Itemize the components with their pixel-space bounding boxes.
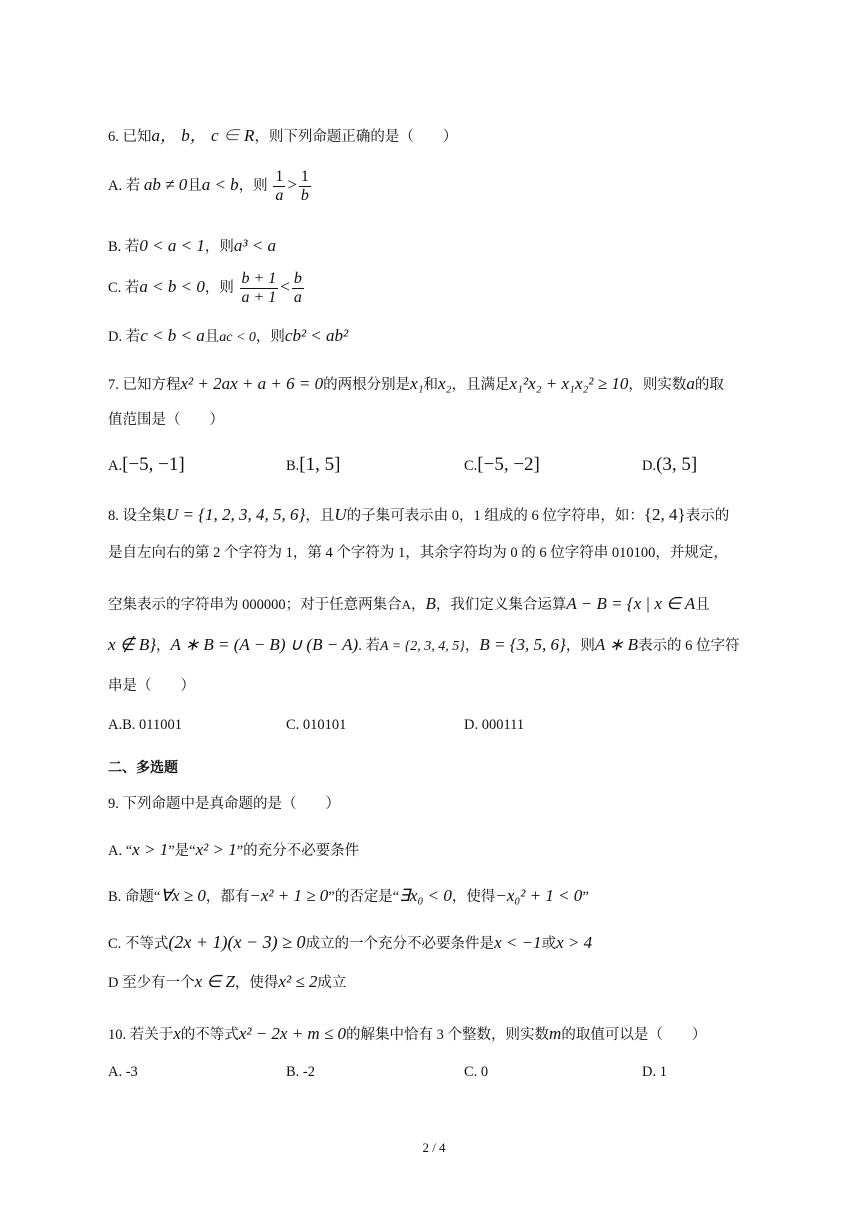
q6-option-b: [108, 236, 276, 256]
q7-var-a: a: [686, 374, 695, 393]
q7-a-val: [−5, −1]: [122, 454, 185, 475]
q9-b-pre: B. 命题“: [108, 889, 161, 905]
q6-a-label: A. 若: [108, 178, 141, 195]
q9-a-c2: x² > 1: [195, 840, 237, 859]
q9-d-pre: D 至少有一个: [108, 975, 195, 991]
q6-a-frac1: $\frac{1}{a}$: [275, 168, 284, 205]
q6-d-label: D. 若: [108, 329, 141, 345]
q8-opt-c-text: C. 010101: [286, 717, 347, 733]
q10-option-b: B. -2: [286, 1064, 315, 1080]
q6-option-d: [108, 326, 348, 347]
q6-c-then: ，则: [204, 280, 234, 297]
q6-c-frac2: $\frac{b}{a}$: [293, 270, 302, 307]
q6-a-then: ，则: [238, 178, 268, 195]
q9-c-mid: 成立的一个充分不必要条件是: [305, 936, 495, 952]
q8-line4: [108, 635, 740, 656]
q8-l4-sep: ，: [156, 638, 171, 654]
q8-l3-a: A: [401, 597, 412, 612]
q8-line1: [108, 505, 729, 525]
q9-a-c1: x > 1: [132, 840, 169, 859]
q6-b-res: a³ < a: [233, 236, 276, 255]
q8-example-set: {2, 4}: [643, 505, 686, 524]
q7-line2: [108, 412, 224, 429]
q10-mid2: 的解集中恰有 3 个整数，则实数: [346, 1027, 550, 1043]
q6-option-c: [108, 270, 306, 308]
q9-b-mid3: ，使得: [451, 889, 496, 905]
section-heading: 二、多选题: [108, 760, 178, 776]
q7-b-label: B.: [286, 458, 300, 474]
q9-option-c: [108, 932, 592, 954]
q7-c-label: C.: [464, 458, 478, 474]
q6-stem: [108, 126, 457, 146]
q10-mid: 的不等式: [180, 1027, 239, 1043]
q6-option-a: [108, 168, 313, 206]
q8-end: 表示的: [685, 508, 730, 524]
q7-d-val: (3, 5]: [656, 454, 698, 475]
q7-pre: 7. 已知方程: [108, 377, 181, 393]
q9-option-d: [108, 972, 346, 992]
q9-d-mid: ，使得: [234, 975, 279, 991]
q7-line2-text: 值范围是（ ）: [108, 412, 224, 428]
q6-d-and: 且: [204, 329, 220, 345]
q8-l3-mid: ，我们定义集合运算: [435, 597, 567, 613]
q7-line1: [108, 374, 724, 394]
q10-option-d: D. 1: [642, 1064, 667, 1080]
q9-stem: [108, 796, 340, 813]
q9-c-c3: x > 4: [556, 933, 593, 952]
q7-b-val: [1, 5]: [299, 454, 341, 475]
q6-d-then: ，则: [255, 329, 285, 345]
q10-x: x: [173, 1024, 181, 1043]
q9-b-c1: ∀x ≥ 0: [160, 886, 206, 905]
q9-option-a: [108, 840, 359, 860]
q9-c-pre: C. 不等式: [108, 936, 169, 952]
q8-option-c: [286, 717, 346, 734]
q9-b-c4: −x₀² + 1 < 0: [495, 886, 583, 905]
q7-option-a: [108, 454, 185, 476]
q8-line2-text: 是自左向右的第 2 个字符为 1，第 4 个字符为 1，其余字符均为 0 的 6 位字符串 010100，并规定，: [108, 545, 728, 561]
q10-end: 的取值可以是（ ）: [561, 1027, 707, 1043]
q8-line5: [108, 678, 195, 695]
q6-d-res: cb² < ab²: [284, 326, 349, 345]
q9-c-or: 或: [541, 936, 557, 952]
q8-mid: ，且: [305, 508, 335, 524]
q6-stem-suffix: ，则下列命题正确的是（ ）: [254, 129, 458, 145]
q9-stem-text: 9. 下列命题中是真命题的是（ ）: [108, 796, 340, 812]
q8-line5-text: 串是（ ）: [108, 678, 195, 694]
q9-option-b: [108, 886, 589, 906]
q8-l3-pre: 空集表示的字符串为 000000；对于任意两集合: [108, 597, 402, 613]
q8-line2: [108, 545, 728, 562]
q6-a-cond2: a < b: [201, 175, 239, 195]
q9-a-pre: A. “: [108, 843, 133, 859]
q9-d-c1: x ∈ Z: [194, 972, 235, 991]
q6-d-cond: c < b < a: [140, 326, 205, 345]
q8-u2: U: [334, 505, 347, 524]
q10-m: m: [549, 1024, 562, 1043]
q8-l4-def: x ∉ B}: [108, 635, 157, 654]
q7-condition: x₁²x₂ + x₁x₂² ≥ 10: [509, 374, 629, 393]
q10-option-c: C. 0: [464, 1064, 489, 1080]
q9-b-c2: −x² + 1 ≥ 0: [249, 886, 329, 905]
q7-x1: x₁: [410, 374, 424, 393]
q6-c-frac1: $\frac{b + 1}{a + 1}$: [241, 270, 277, 307]
q8-line3: [108, 594, 710, 614]
q9-b-c3: ∃x₀ < 0: [399, 886, 452, 905]
q9-a-end: ”的充分不必要条件: [236, 843, 360, 859]
q7-a-label: A.: [108, 458, 123, 474]
page-number: 2 / 4: [422, 1140, 446, 1155]
q6-b-cond: 0 < a < 1: [139, 236, 205, 255]
q8-option-ab: [108, 717, 182, 734]
q6-c-label: C. 若: [108, 280, 140, 297]
q7-equation: x² + 2ax + a + 6 = 0: [180, 374, 324, 393]
q9-a-mid: ”是“: [168, 843, 196, 859]
q7-tail: 的取: [694, 377, 724, 393]
q7-mid: 的两根分别是: [323, 377, 411, 393]
q8-opt-d-text: D. 000111: [464, 717, 525, 733]
q9-b-mid2: ”的否定是“: [328, 889, 400, 905]
q8-l4-ab: A ∗ B: [594, 635, 639, 654]
q6-a-cond: ab ≠ 0: [143, 175, 188, 195]
q7-end: ，则实数: [628, 377, 687, 393]
q8-universe: U = {1, 2, 3, 4, 5, 6}: [166, 505, 306, 524]
q8-l3-sep: ，: [411, 597, 426, 613]
q6-d-cond2: ac < 0: [219, 330, 256, 345]
q9-b-mid: ，都有: [205, 889, 250, 905]
q8-l4-aset: A = {2, 3, 4, 5}: [379, 639, 465, 654]
q8-l4-star: A ∗ B = (A − B) ∪ (B − A): [170, 635, 359, 654]
q6-b-label: B. 若: [108, 239, 140, 255]
q6-a-frac2: $\frac{1}{b}$: [300, 168, 309, 205]
q7-mid2: ，且满足: [451, 377, 510, 393]
q8-l4-mid: . 若: [358, 638, 380, 654]
q6-c-cond: a < b < 0: [139, 277, 205, 297]
q8-l4-tail: 表示的 6 位字符: [638, 638, 740, 654]
q10-stem: [108, 1024, 706, 1044]
q6-stem-vars: a， b， c ∈ R: [151, 126, 255, 145]
q8-l3-end: 且: [695, 597, 710, 613]
q8-option-d: [464, 717, 524, 734]
q7-x2: x₂: [438, 374, 452, 393]
q6-stem-prefix: 6. 已知: [108, 129, 152, 145]
q8-l4-bset: B = {3, 5, 6}: [479, 635, 566, 654]
q8-mid2: 的子集可表示由 0，1 组成的 6 位字符串，如：: [346, 508, 644, 524]
q8-l4-end: ，则: [565, 638, 595, 654]
q8-l3-def: A − B = {x | x ∈ A: [566, 594, 696, 613]
q9-d-end: 成立: [317, 975, 347, 991]
q7-option-b: [286, 454, 340, 476]
q9-c-c2: x < −1: [494, 933, 542, 952]
q7-c-val: [−5, −2]: [477, 454, 540, 475]
q7-option-c: [464, 454, 540, 476]
q9-b-end: ”: [582, 889, 589, 905]
q6-b-then: ，则: [204, 239, 234, 255]
q8-opt-ab-text: A.B. 011001: [108, 717, 182, 733]
q6-c-lt: <: [280, 277, 290, 297]
q8-pre: 8. 设全集: [108, 508, 166, 524]
q7-d-label: D.: [642, 458, 657, 474]
q9-c-c1: (2x + 1)(x − 3) ≥ 0: [168, 932, 306, 952]
q8-l4-sep2: ，: [464, 638, 480, 654]
q8-l3-b: B: [425, 594, 436, 613]
q10-option-a: A. -3: [108, 1064, 138, 1080]
q10-pre: 10. 若关于: [108, 1027, 174, 1043]
q6-a-gt: >: [287, 175, 297, 195]
q7-option-d: [642, 454, 697, 476]
q7-and: 和: [423, 377, 439, 393]
q9-d-c2: x² ≤ 2: [278, 972, 318, 991]
q6-a-and: 且: [187, 178, 202, 195]
q10-ineq: x² − 2x + m ≤ 0: [238, 1024, 347, 1043]
